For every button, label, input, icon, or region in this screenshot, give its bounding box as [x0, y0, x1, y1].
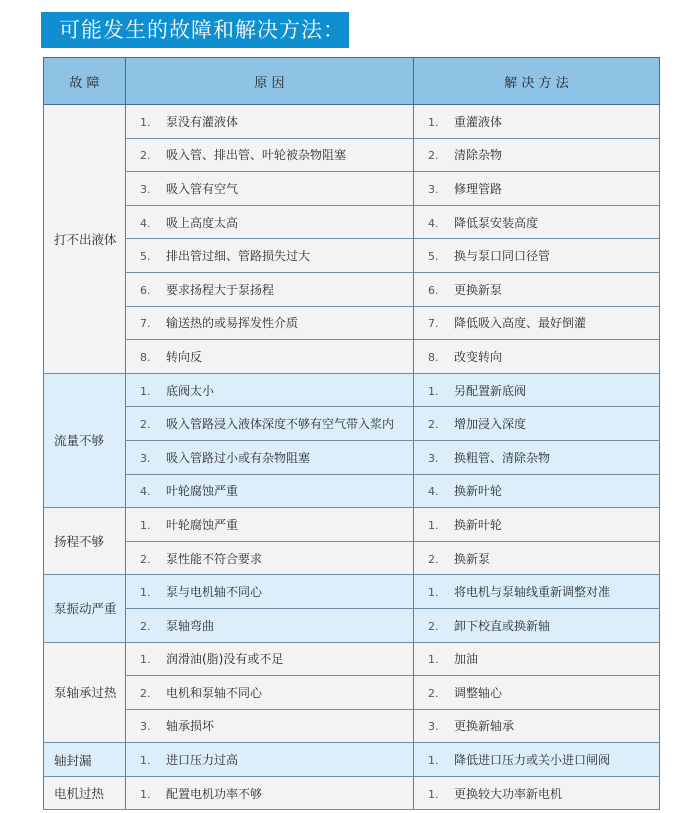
- fault-table: [43, 57, 660, 810]
- item-number: 5.: [428, 250, 439, 264]
- cause-cell: [126, 608, 414, 642]
- cause-text: 泵性能不符合要求: [166, 551, 263, 566]
- table-row: [44, 676, 660, 710]
- cause-cell: [126, 776, 414, 810]
- cause-cell: [126, 239, 414, 273]
- cause-cell: [126, 541, 414, 575]
- table-row: [44, 709, 660, 743]
- cause-text: 输送热的或易挥发性介质: [166, 316, 299, 331]
- table-row: [44, 272, 660, 306]
- header-fault: 故 障: [44, 58, 126, 105]
- item-number: 6.: [428, 283, 439, 297]
- item-number: 7.: [428, 317, 439, 331]
- solution-text: 修理管路: [454, 181, 503, 196]
- solution-cell: [414, 272, 660, 306]
- table-row: [44, 105, 660, 139]
- item-number: 1.: [140, 787, 151, 801]
- solution-cell: [414, 575, 660, 609]
- item-number: 1.: [428, 787, 439, 801]
- table-row: [44, 172, 660, 206]
- solution-text: 另配置新底阀: [454, 383, 527, 398]
- cause-text: 轴承损坏: [166, 719, 215, 734]
- solution-text: 降低吸入高度、最好倒灌: [454, 316, 587, 331]
- item-number: 2.: [428, 619, 439, 633]
- table-header: [44, 58, 660, 105]
- solution-text: 加油: [454, 652, 479, 667]
- item-number: 3.: [428, 451, 439, 465]
- cause-text: 叶轮腐蚀严重: [166, 484, 239, 499]
- table-row: [44, 575, 660, 609]
- solution-cell: [414, 373, 660, 407]
- solution-text: 换新叶轮: [454, 484, 503, 499]
- cause-cell: [126, 575, 414, 609]
- solution-text: 降低泵安装高度: [454, 215, 539, 230]
- item-number: 3.: [140, 720, 151, 734]
- solution-text: 更换新轴承: [454, 719, 515, 734]
- table-row: [44, 340, 660, 374]
- cause-text: 转向反: [166, 349, 203, 364]
- item-number: 1.: [428, 115, 439, 129]
- cause-cell: [126, 138, 414, 172]
- cause-cell: [126, 105, 414, 139]
- fault-cell: 打不出液体: [44, 105, 126, 374]
- solution-text: 更换较大功率新电机: [454, 786, 563, 801]
- item-number: 1.: [428, 586, 439, 600]
- item-number: 1.: [140, 384, 151, 398]
- cause-text: 吸入管路浸入液体深度不够有空气带入浆内: [166, 417, 395, 432]
- item-number: 1.: [140, 653, 151, 667]
- solution-cell: [414, 709, 660, 743]
- solution-cell: [414, 306, 660, 340]
- solution-text: 卸下校直或换新轴: [454, 618, 551, 633]
- solution-text: 换粗管、清除杂物: [454, 450, 551, 465]
- fault-cell: 电机过热: [44, 776, 126, 810]
- cause-text: 泵没有灌液体: [166, 114, 239, 129]
- cause-text: 叶轮腐蚀严重: [166, 517, 239, 532]
- item-number: 7.: [140, 317, 151, 331]
- cause-cell: [126, 306, 414, 340]
- page-title: 可能发生的故障和解决方法：: [59, 18, 345, 42]
- solution-text: 清除杂物: [454, 148, 503, 163]
- item-number: 4.: [140, 485, 151, 499]
- solution-cell: [414, 407, 660, 441]
- item-number: 1.: [428, 754, 439, 768]
- title-bar: [41, 12, 349, 48]
- header-solution: 解 决 方 法: [414, 58, 660, 105]
- cause-text: 泵轴弯曲: [166, 618, 215, 633]
- cause-cell: [126, 440, 414, 474]
- solution-text: 改变转向: [454, 349, 503, 364]
- solution-cell: [414, 608, 660, 642]
- cause-text: 底阀太小: [166, 383, 215, 398]
- solution-text: 换与泵口同口径管: [454, 249, 551, 264]
- item-number: 2.: [428, 552, 439, 566]
- cause-cell: [126, 743, 414, 777]
- item-number: 1.: [140, 115, 151, 129]
- cause-text: 吸入管路过小或有杂物阻塞: [166, 450, 311, 465]
- item-number: 2.: [140, 149, 151, 163]
- fault-cell: 轴封漏: [44, 743, 126, 777]
- cause-text: 泵与电机轴不同心: [166, 585, 263, 600]
- solution-cell: [414, 508, 660, 542]
- item-number: 8.: [140, 350, 151, 364]
- solution-text: 将电机与泵轴线重新调整对准: [454, 585, 611, 600]
- solution-cell: [414, 239, 660, 273]
- item-number: 2.: [428, 686, 439, 700]
- table-row: [44, 373, 660, 407]
- cause-text: 要求扬程大于泵扬程: [166, 282, 275, 297]
- item-number: 3.: [140, 451, 151, 465]
- item-number: 2.: [140, 619, 151, 633]
- item-number: 1.: [428, 518, 439, 532]
- table-row: [44, 138, 660, 172]
- cause-cell: [126, 676, 414, 710]
- fault-cell: 流量不够: [44, 373, 126, 507]
- item-number: 3.: [140, 182, 151, 196]
- item-number: 4.: [140, 216, 151, 230]
- solution-cell: [414, 541, 660, 575]
- item-number: 2.: [140, 686, 151, 700]
- table-row: [44, 642, 660, 676]
- item-number: 2.: [140, 418, 151, 432]
- cause-text: 进口压力过高: [166, 753, 239, 768]
- item-number: 4.: [428, 216, 439, 230]
- cause-cell: [126, 340, 414, 374]
- cause-cell: [126, 474, 414, 508]
- cause-text: 配置电机功率不够: [166, 786, 263, 801]
- item-number: 6.: [140, 283, 151, 297]
- solution-text: 换新叶轮: [454, 517, 503, 532]
- solution-text: 降低进口压力或关小进口闸阀: [454, 753, 611, 768]
- solution-cell: [414, 172, 660, 206]
- table-row: [44, 743, 660, 777]
- solution-text: 重灌液体: [454, 114, 503, 129]
- solution-cell: [414, 776, 660, 810]
- item-number: 2.: [140, 552, 151, 566]
- cause-cell: [126, 172, 414, 206]
- cause-cell: [126, 407, 414, 441]
- solution-text: 换新泵: [454, 551, 491, 566]
- cause-text: 润滑油(脂)没有或不足: [166, 652, 284, 667]
- solution-cell: [414, 642, 660, 676]
- table-row: [44, 508, 660, 542]
- solution-text: 增加浸入深度: [454, 417, 527, 432]
- solution-cell: [414, 440, 660, 474]
- item-number: 2.: [428, 149, 439, 163]
- item-number: 3.: [428, 182, 439, 196]
- table-body: [44, 105, 660, 810]
- table-row: [44, 776, 660, 810]
- cause-text: 吸入管、排出管、叶轮被杂物阻塞: [166, 148, 347, 163]
- solution-cell: [414, 743, 660, 777]
- item-number: 3.: [428, 720, 439, 734]
- solution-cell: [414, 676, 660, 710]
- cause-cell: [126, 272, 414, 306]
- solution-cell: [414, 105, 660, 139]
- table-row: [44, 205, 660, 239]
- fault-cell: 扬程不够: [44, 508, 126, 575]
- item-number: 2.: [428, 418, 439, 432]
- table-row: [44, 474, 660, 508]
- solution-cell: [414, 138, 660, 172]
- item-number: 8.: [428, 350, 439, 364]
- table-row: [44, 440, 660, 474]
- table-row: [44, 541, 660, 575]
- solution-cell: [414, 474, 660, 508]
- table-row: [44, 608, 660, 642]
- solution-cell: [414, 340, 660, 374]
- fault-cell: 泵振动严重: [44, 575, 126, 642]
- item-number: 1.: [140, 586, 151, 600]
- item-number: 5.: [140, 250, 151, 264]
- cause-text: 吸上高度太高: [166, 215, 239, 230]
- item-number: 1.: [140, 754, 151, 768]
- solution-text: 调整轴心: [454, 685, 503, 700]
- cause-cell: [126, 642, 414, 676]
- solution-cell: [414, 205, 660, 239]
- cause-cell: [126, 373, 414, 407]
- item-number: 4.: [428, 485, 439, 499]
- cause-text: 电机和泵轴不同心: [166, 685, 263, 700]
- item-number: 1.: [140, 518, 151, 532]
- solution-text: 更换新泵: [454, 282, 503, 297]
- table-row: [44, 306, 660, 340]
- item-number: 1.: [428, 653, 439, 667]
- cause-text: 排出管过细、管路损失过大: [166, 249, 311, 264]
- cause-text: 吸入管有空气: [166, 181, 239, 196]
- cause-cell: [126, 508, 414, 542]
- cause-cell: [126, 709, 414, 743]
- header-cause: 原 因: [126, 58, 414, 105]
- table-row: [44, 239, 660, 273]
- cause-cell: [126, 205, 414, 239]
- table-row: [44, 407, 660, 441]
- item-number: 1.: [428, 384, 439, 398]
- fault-cell: 泵轴承过热: [44, 642, 126, 743]
